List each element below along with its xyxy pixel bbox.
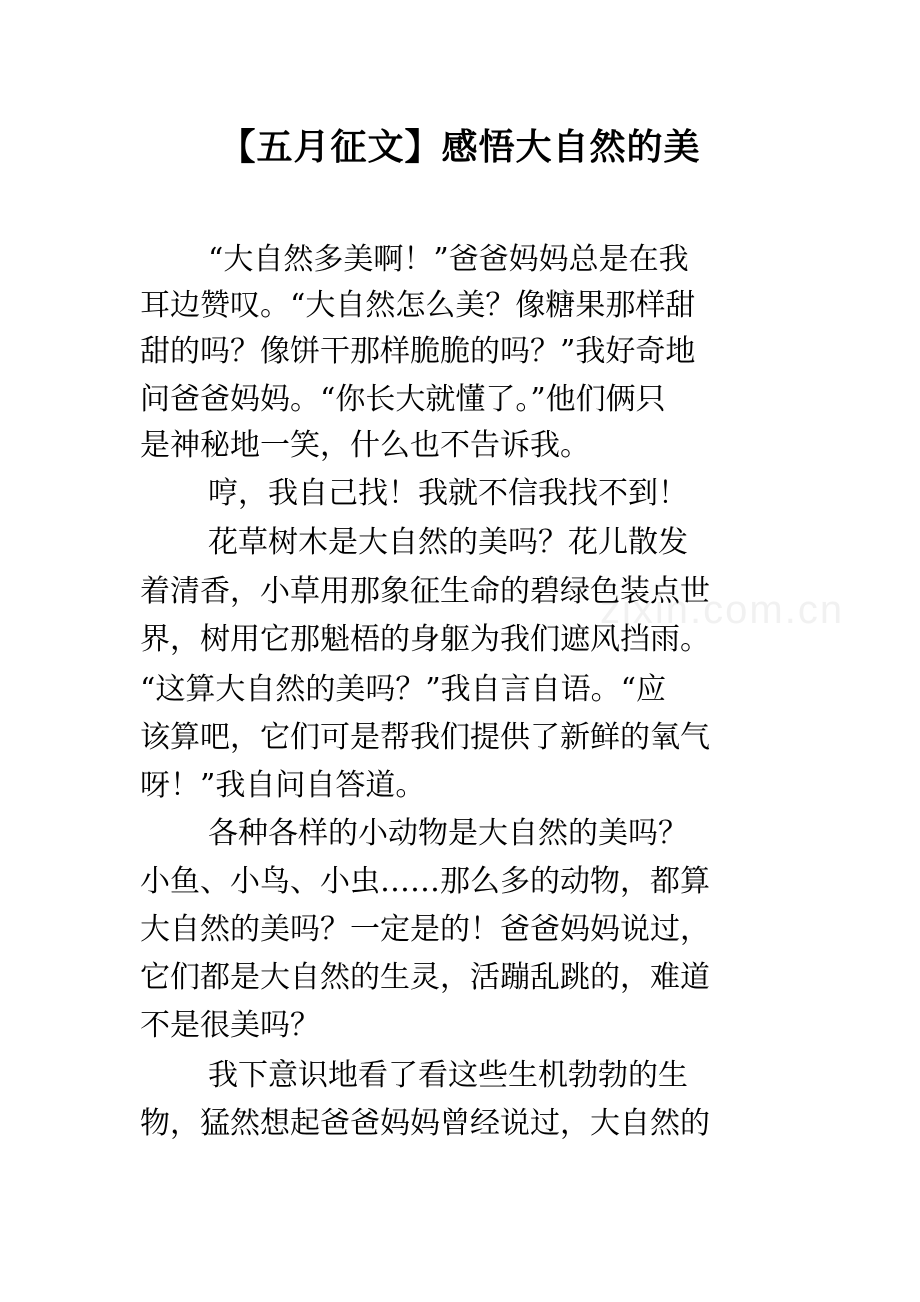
text-line: 物，猛然想起爸爸妈妈曾经说过，大自然的 — [140, 1106, 710, 1141]
text-line: 花草树木是大自然的美吗？花儿散发 — [208, 525, 688, 560]
text-line: 着清香，小草用那象征生命的碧绿色装点世 — [140, 574, 710, 609]
text-line: 该算吧，它们可是帮我们提供了新鲜的氧气 — [140, 720, 710, 755]
text-line: 它们都是大自然的生灵，活蹦乱跳的，难道 — [140, 960, 710, 995]
text-line: 各种各样的小动物是大自然的美吗？ — [208, 816, 688, 851]
text-line: 问爸爸妈妈。“你长大就懂了。”他们俩只 — [140, 382, 666, 417]
text-line: “大自然多美啊！”爸爸妈妈总是在我 — [208, 242, 689, 277]
text-line: 甜的吗？像饼干那样脆脆的吗？”我好奇地 — [140, 334, 696, 369]
text-line: 不是很美吗？ — [140, 1008, 320, 1043]
document-title: 【五月征文】感悟大自然的美 — [219, 127, 701, 168]
watermark-text: zixin.com.cn — [600, 588, 845, 632]
text-line: 大自然的美吗？一定是的！爸爸妈妈说过， — [140, 912, 710, 947]
text-line: 是神秘地一笑，什么也不告诉我。 — [140, 428, 590, 463]
text-line: 我下意识地看了看这些生机勃勃的生 — [208, 1058, 688, 1093]
text-line: 耳边赞叹。“大自然怎么美？像糖果那样甜 — [140, 288, 696, 323]
text-line: 小鱼、小鸟、小虫……那么多的动物，都算 — [140, 864, 710, 899]
text-line: 界，树用它那魁梧的身躯为我们遮风挡雨。 — [140, 622, 710, 657]
text-line: 呀！”我自问自答道。 — [140, 768, 426, 803]
text-line: “这算大自然的美吗？”我自言自语。“应 — [140, 672, 667, 707]
text-line: 哼，我自己找！我就不信我找不到！ — [208, 476, 688, 511]
